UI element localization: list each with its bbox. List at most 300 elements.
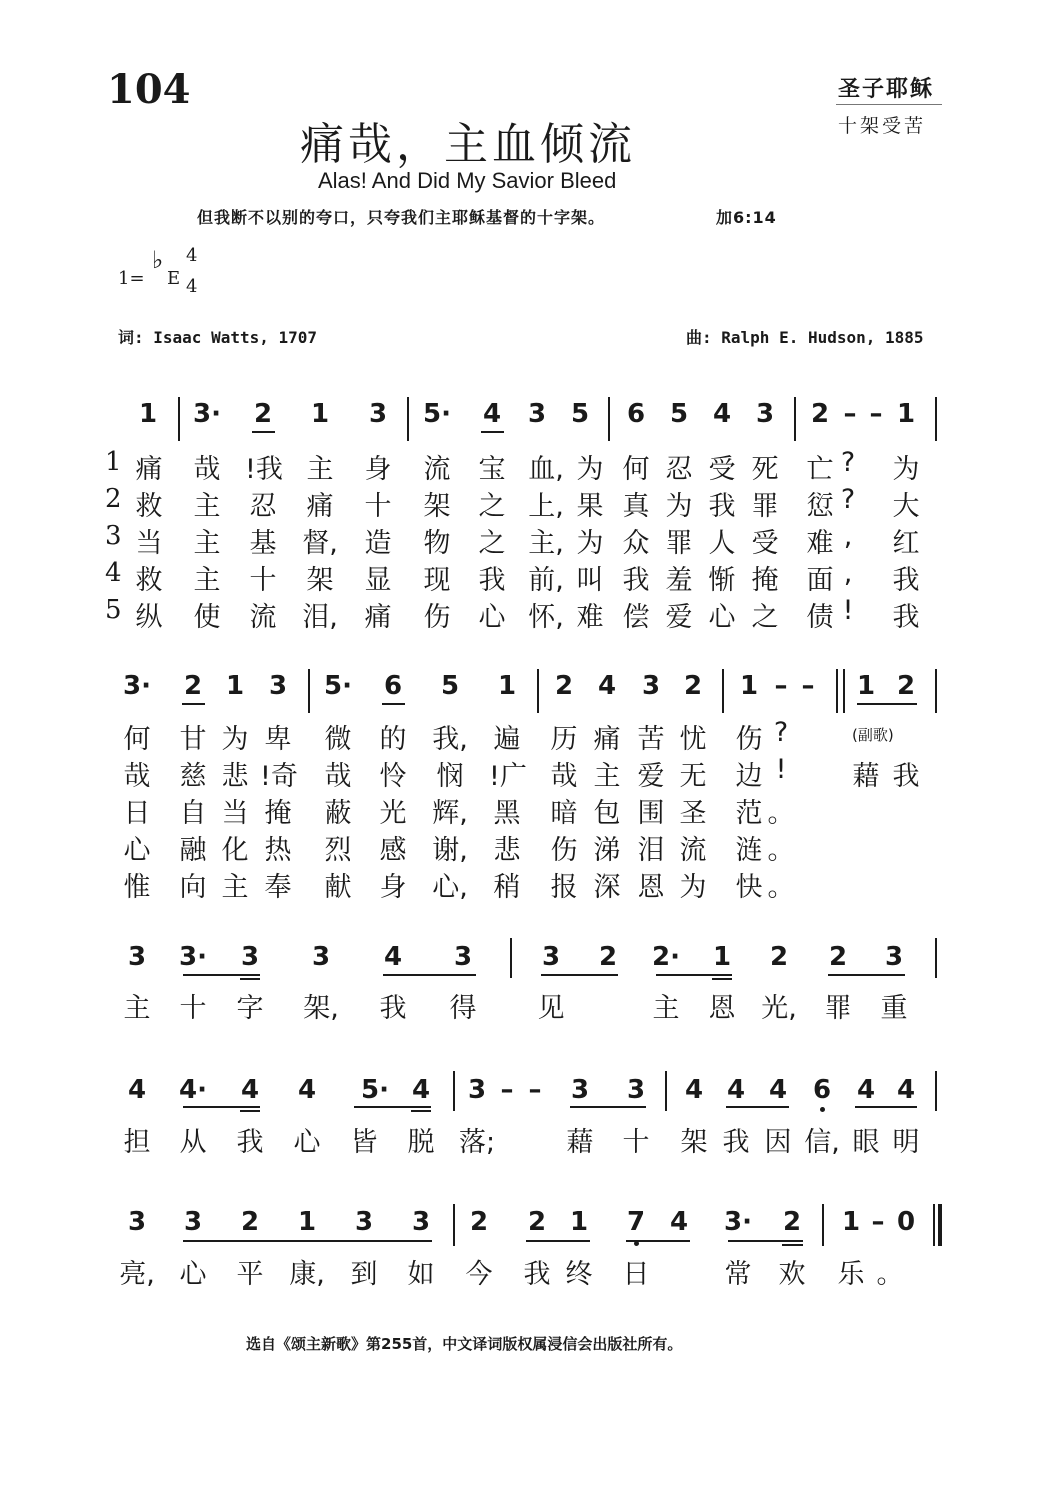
- note: 4: [768, 1075, 788, 1105]
- lyric: 藉: [852, 761, 880, 792]
- note: –: [774, 671, 788, 701]
- note: 4: [597, 671, 617, 701]
- lyric: 爱: [637, 761, 665, 792]
- note: 3: [755, 399, 775, 429]
- note: 2: [469, 1207, 489, 1237]
- double-barline: [836, 669, 838, 713]
- scripture-reference: 加6:14: [716, 208, 777, 227]
- note: 1: [225, 671, 245, 701]
- note: 3: [268, 671, 288, 701]
- note: 2: [828, 942, 848, 972]
- lyric: 为: [576, 528, 604, 559]
- note: 2: [183, 671, 203, 701]
- note: 3: [467, 1075, 487, 1105]
- lyric: 泪,: [302, 602, 338, 633]
- note: 4: [684, 1075, 704, 1105]
- lyric: 惭: [708, 565, 736, 596]
- note: 4: [482, 399, 502, 429]
- title-english: Alas! And Did My Savior Bleed: [318, 168, 617, 193]
- note: 2: [598, 942, 618, 972]
- lyric: 身: [379, 872, 407, 903]
- lyric: 罪: [824, 993, 852, 1024]
- note: 4: [297, 1075, 317, 1105]
- lyric: 偿: [622, 602, 650, 633]
- lyric: 之: [478, 491, 506, 522]
- note: –: [500, 1075, 514, 1105]
- lyric: 红: [892, 528, 920, 559]
- lyric: 明: [892, 1127, 920, 1158]
- lyric: 之: [751, 602, 779, 633]
- barline: [407, 397, 409, 441]
- lyric: 担: [123, 1127, 151, 1158]
- barline: [822, 1204, 824, 1246]
- lyric: !: [842, 595, 854, 626]
- lyric: 造: [364, 528, 392, 559]
- note: 3: [541, 942, 561, 972]
- lyric: 蔽: [324, 798, 352, 829]
- lyric: 流: [679, 835, 707, 866]
- lyric: 我: [722, 1127, 750, 1158]
- lyric: 十: [622, 1127, 650, 1158]
- note: 2: [240, 1207, 260, 1237]
- underline-beam: [183, 974, 260, 976]
- underline-beam: [354, 1106, 431, 1108]
- barline: [453, 1204, 455, 1246]
- lyric: !奇: [260, 761, 298, 792]
- lyric: 我: [892, 761, 920, 792]
- lyric: 悲: [221, 761, 249, 792]
- lyric: 伤: [423, 602, 451, 633]
- note: 3: [570, 1075, 590, 1105]
- lyric: 救: [135, 491, 163, 522]
- underline-beam: [240, 978, 260, 980]
- lyric: 自: [179, 798, 207, 829]
- lyric: 无: [679, 761, 707, 792]
- lyric: 眼: [852, 1127, 880, 1158]
- lyric: 为: [221, 724, 249, 755]
- lyric: 哉: [550, 761, 578, 792]
- lyric: 甘: [179, 724, 207, 755]
- lyric: 的: [379, 724, 407, 755]
- lyric: 罪: [751, 491, 779, 522]
- note: 5·: [324, 671, 352, 701]
- lyric: 上,: [528, 491, 564, 522]
- underline-beam: [183, 1240, 432, 1242]
- lyric: !广: [489, 761, 527, 792]
- lyric: 奉: [264, 872, 292, 903]
- lyric: 架: [306, 565, 334, 596]
- lyric: 主: [306, 454, 334, 485]
- lyric: 康,: [289, 1259, 325, 1290]
- underline-beam: [526, 1240, 590, 1242]
- barline: [510, 938, 512, 978]
- lyric: 稍: [493, 872, 521, 903]
- lyric: 报: [550, 872, 578, 903]
- lyric: 血,: [528, 454, 564, 485]
- lyric: 伤: [735, 724, 763, 755]
- key-letter: E: [167, 268, 181, 289]
- barline: [935, 938, 937, 978]
- lyric: 主: [123, 993, 151, 1024]
- lyric: 亡: [806, 454, 834, 485]
- lyric: 感: [379, 835, 407, 866]
- time-signature-bottom: 4: [186, 276, 198, 297]
- verse-number: 2: [105, 484, 122, 514]
- note: 2: [810, 399, 830, 429]
- note: 2: [896, 671, 916, 701]
- lyric: 十: [364, 491, 392, 522]
- lyric: 涟: [735, 835, 763, 866]
- lyric: 心,: [432, 872, 468, 903]
- lyric: 大: [892, 491, 920, 522]
- lyric: ,: [843, 558, 853, 589]
- lyric: 主: [193, 491, 221, 522]
- hymn-number: 104: [107, 66, 191, 113]
- lyric: 使: [193, 602, 221, 633]
- lyric: 为: [892, 454, 920, 485]
- note: –: [869, 399, 883, 429]
- lyric: 掩: [264, 798, 292, 829]
- note: 5: [669, 399, 689, 429]
- lyric: 众: [622, 528, 650, 559]
- underline-beam: [728, 1240, 803, 1242]
- lyric: 难: [576, 602, 604, 633]
- note: 5: [570, 399, 590, 429]
- lyric: 慈: [179, 761, 207, 792]
- lyric: 流: [423, 454, 451, 485]
- verse-number: 4: [105, 558, 122, 588]
- underline-beam: [383, 974, 476, 976]
- barline: [665, 1071, 667, 1111]
- note: 2: [683, 671, 703, 701]
- lyric: 现: [423, 565, 451, 596]
- lyric: 今: [465, 1259, 493, 1290]
- note: 4: [383, 942, 403, 972]
- lyric: 融: [179, 835, 207, 866]
- lyric: 深: [593, 872, 621, 903]
- lyric: 涕: [593, 835, 621, 866]
- lyric: 。: [767, 798, 795, 829]
- barline: [935, 397, 937, 441]
- lyric: 主: [593, 761, 621, 792]
- note: 5: [440, 671, 460, 701]
- note: 3: [527, 399, 547, 429]
- note: 2: [253, 399, 273, 429]
- underline-beam: [782, 1244, 803, 1246]
- note: 5·: [361, 1075, 389, 1105]
- note: 4: [240, 1075, 260, 1105]
- lyric: 主: [652, 993, 680, 1024]
- lyric: 怀,: [528, 602, 564, 633]
- lyric: 哉: [324, 761, 352, 792]
- lyric: 日: [622, 1259, 650, 1290]
- lyric: 遍: [493, 724, 521, 755]
- lyric: 平: [236, 1259, 264, 1290]
- note: 1: [841, 1207, 861, 1237]
- lyric: 包: [593, 798, 621, 829]
- lyric: 主: [221, 872, 249, 903]
- lyric: 十: [179, 993, 207, 1024]
- lyric: 皆: [350, 1127, 378, 1158]
- lyric: 罪: [665, 528, 693, 559]
- lyric: 光: [379, 798, 407, 829]
- lyric: 我: [622, 565, 650, 596]
- dot-below: [634, 1241, 639, 1246]
- lyric: 心: [179, 1259, 207, 1290]
- underline-beam: [855, 1106, 917, 1108]
- lyric: 快: [735, 872, 763, 903]
- note: 2: [527, 1207, 547, 1237]
- lyric: 信,: [804, 1127, 840, 1158]
- lyric: 化: [221, 835, 249, 866]
- note: 1: [569, 1207, 589, 1237]
- lyric: 受: [751, 528, 779, 559]
- lyric: 我: [236, 1127, 264, 1158]
- note: 3·: [123, 671, 151, 701]
- lyric: 人: [708, 528, 736, 559]
- note: 2: [769, 942, 789, 972]
- note: –: [528, 1075, 542, 1105]
- underline-beam: [541, 974, 618, 976]
- lyric: 见: [537, 993, 565, 1024]
- lyric: ?: [840, 484, 856, 515]
- lyric: !: [775, 754, 787, 785]
- lyric: 纵: [135, 602, 163, 633]
- note: 4·: [179, 1075, 207, 1105]
- lyric: 我: [708, 491, 736, 522]
- lyric: 痛: [593, 724, 621, 755]
- lyric: 哉: [193, 454, 221, 485]
- underline-beam: [828, 974, 905, 976]
- lyric: 我: [478, 565, 506, 596]
- dot-below: [820, 1107, 825, 1112]
- note: 3·: [179, 942, 207, 972]
- lyric: 何: [622, 454, 650, 485]
- lyric: 历: [550, 724, 578, 755]
- lyric: 心: [123, 835, 151, 866]
- lyric: 常: [724, 1259, 752, 1290]
- lyric: 藉: [566, 1127, 594, 1158]
- note: 3: [354, 1207, 374, 1237]
- note: 4: [856, 1075, 876, 1105]
- flat-icon: ♭: [152, 246, 164, 274]
- underline-beam: [857, 703, 917, 705]
- note: 2: [554, 671, 574, 701]
- verse-number: 5: [105, 595, 122, 625]
- note: 1: [712, 942, 732, 972]
- barline: [935, 1071, 937, 1111]
- note: 3: [884, 942, 904, 972]
- note: 3: [311, 942, 331, 972]
- note: 4: [127, 1075, 147, 1105]
- lyric: 十: [249, 565, 277, 596]
- lyric: 物: [423, 528, 451, 559]
- note: 4: [669, 1207, 689, 1237]
- lyric: 亮,: [119, 1259, 155, 1290]
- time-signature-top: 4: [186, 245, 198, 266]
- lyric: 我: [892, 602, 920, 633]
- lyric: 乐: [837, 1259, 865, 1290]
- underline-beam: [240, 1110, 260, 1112]
- lyric: 架: [680, 1127, 708, 1158]
- final-barline: [933, 1204, 935, 1246]
- lyric: 哉: [123, 761, 151, 792]
- lyric: 悲: [493, 835, 521, 866]
- underline-beam: [183, 1106, 260, 1108]
- lyric: 掩: [751, 565, 779, 596]
- lyric: 为: [665, 491, 693, 522]
- lyric: 痛: [135, 454, 163, 485]
- lyric: 我: [379, 993, 407, 1024]
- lyric: 落;: [459, 1127, 496, 1158]
- lyric: 痛: [364, 602, 392, 633]
- lyric: 死: [751, 454, 779, 485]
- lyric: 当: [221, 798, 249, 829]
- lyric: 脱: [407, 1127, 435, 1158]
- lyric: 边: [735, 761, 763, 792]
- lyric: 显: [364, 565, 392, 596]
- note: 6: [812, 1075, 832, 1105]
- note: 4: [712, 399, 732, 429]
- barline: [722, 669, 724, 713]
- lyric: 热: [264, 835, 292, 866]
- lyric: 献: [324, 872, 352, 903]
- lyric: !我: [245, 454, 283, 485]
- barline: [794, 397, 796, 441]
- underline-beam: [411, 1110, 431, 1112]
- barline: [178, 397, 180, 441]
- lyric: 从: [179, 1127, 207, 1158]
- lyric: 主: [193, 565, 221, 596]
- note: 3: [411, 1207, 431, 1237]
- underline-beam: [570, 1106, 646, 1108]
- note: 3: [240, 942, 260, 972]
- lyric: 苦: [637, 724, 665, 755]
- note: 1: [138, 399, 158, 429]
- note: 4: [411, 1075, 431, 1105]
- lyric: 黑: [493, 798, 521, 829]
- lyric: 卑: [264, 724, 292, 755]
- note: 3: [127, 1207, 147, 1237]
- lyric: 恩: [637, 872, 665, 903]
- lyric: 圣: [679, 798, 707, 829]
- underline-beam: [382, 703, 405, 705]
- note: 3·: [724, 1207, 752, 1237]
- lyric: 范: [735, 798, 763, 829]
- note: 3: [641, 671, 661, 701]
- category-divider: [836, 104, 942, 105]
- note: 3: [183, 1207, 203, 1237]
- barline: [935, 669, 937, 713]
- copyright-footer: 选自《颂主新歌》第255首，中文译词版权属浸信会出版社所有。: [246, 1335, 683, 1353]
- lyricist-credit: 词: Isaac Watts, 1707: [118, 328, 318, 347]
- lyric: 怜: [379, 761, 407, 792]
- lyric: 心: [708, 602, 736, 633]
- lyric: 面: [806, 565, 834, 596]
- chorus-label: (副歌): [852, 726, 894, 744]
- scripture-verse: 但我断不以别的夸口，只夸我们主耶稣基督的十字架。: [197, 208, 606, 227]
- note: 4: [726, 1075, 746, 1105]
- note: 1: [497, 671, 517, 701]
- double-barline: [843, 669, 845, 713]
- lyric: ?: [773, 717, 789, 748]
- lyric: 日: [123, 798, 151, 829]
- lyric: ,: [843, 521, 853, 552]
- lyric: 重: [880, 993, 908, 1024]
- lyric: 痛: [306, 491, 334, 522]
- lyric: 我,: [432, 724, 468, 755]
- verse-number: 3: [105, 521, 122, 551]
- composer-credit: 曲: Ralph E. Hudson, 1885: [686, 328, 924, 347]
- lyric: 向: [179, 872, 207, 903]
- lyric: 我: [892, 565, 920, 596]
- lyric: 身: [364, 454, 392, 485]
- note: 0: [896, 1207, 916, 1237]
- lyric: 围: [637, 798, 665, 829]
- lyric: 当: [135, 528, 163, 559]
- note: 5·: [423, 399, 451, 429]
- lyric: 救: [135, 565, 163, 596]
- lyric: 因: [764, 1127, 792, 1158]
- lyric: 流: [249, 602, 277, 633]
- lyric: 果: [576, 491, 604, 522]
- note: 6: [383, 671, 403, 701]
- note: 7: [626, 1207, 646, 1237]
- lyric: 主,: [528, 528, 564, 559]
- note: 3: [626, 1075, 646, 1105]
- lyric: 泪: [637, 835, 665, 866]
- lyric: 何: [123, 724, 151, 755]
- barline: [308, 669, 310, 713]
- note: 3: [368, 399, 388, 429]
- lyric: 忍: [249, 491, 277, 522]
- lyric: 真: [622, 491, 650, 522]
- lyric: 为: [679, 872, 707, 903]
- category-sub: 十架受苦: [838, 115, 927, 137]
- lyric: 基: [249, 528, 277, 559]
- verse-number: 1: [105, 447, 122, 477]
- lyric: 忍: [665, 454, 693, 485]
- lyric: 惟: [123, 872, 151, 903]
- lyric: 羞: [665, 565, 693, 596]
- note: –: [871, 1207, 885, 1237]
- lyric: 受: [708, 454, 736, 485]
- lyric: 如: [407, 1259, 435, 1290]
- note: –: [801, 671, 815, 701]
- underline-beam: [726, 1106, 789, 1108]
- note: 6: [626, 399, 646, 429]
- lyric: 得: [449, 993, 477, 1024]
- lyric: 架: [423, 491, 451, 522]
- lyric: 。: [767, 835, 795, 866]
- note: 3: [453, 942, 473, 972]
- note: 2·: [652, 942, 680, 972]
- lyric: 谢,: [432, 835, 468, 866]
- lyric: 债: [806, 602, 834, 633]
- lyric: 终: [565, 1259, 593, 1290]
- underline-beam: [182, 703, 205, 705]
- lyric: 心: [478, 602, 506, 633]
- underline-beam: [252, 431, 275, 433]
- title-chinese: 痛哉，主血倾流: [300, 119, 636, 170]
- lyric: 字: [236, 993, 264, 1024]
- barline: [608, 397, 610, 441]
- barline: [453, 1071, 455, 1111]
- lyric: 暗: [550, 798, 578, 829]
- note: –: [843, 399, 857, 429]
- lyric: 之: [478, 528, 506, 559]
- note: 1: [739, 671, 759, 701]
